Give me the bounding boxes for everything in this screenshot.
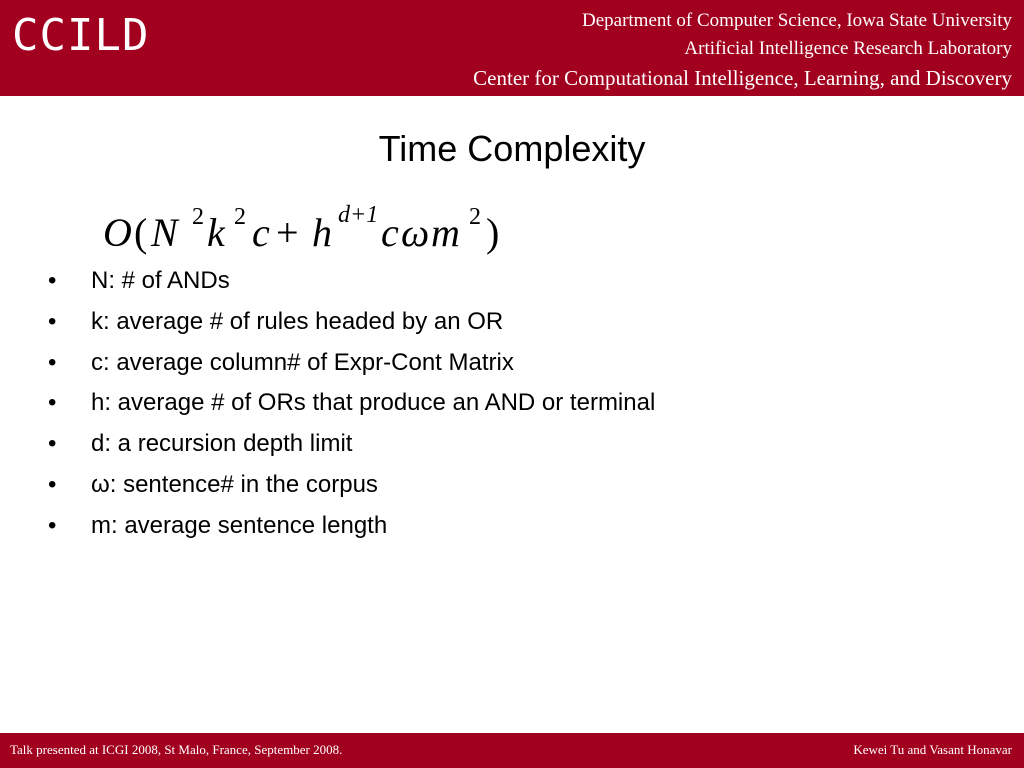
formula-c: c [252,210,270,255]
affiliation-line-1: Department of Computer Science, Iowa State University [581,10,1012,31]
formula-k: k [207,210,225,255]
list-item [48,344,655,385]
affiliation-line-2: Artificial Intelligence Research Laboratory [684,38,1012,59]
complexity-formula [0,196,1024,260]
formula-N-exponent: 2 [192,204,204,230]
footer-bar [0,733,1024,768]
formula-close-paren: ) [486,210,500,255]
slide-title: Time Complexity [378,128,646,169]
bullet-marker: • [48,430,57,458]
bullet-text: d: a recursion depth limit [91,430,353,458]
header-bar [0,0,1024,96]
bullet-marker: • [48,511,57,539]
bullet-marker: • [48,389,57,417]
bullet-text: h: average # of ORs that produce an AND or terminal [91,389,656,417]
formula-open-paren: ( [134,210,148,255]
bullet-text: N: # of ANDs [91,267,230,294]
bullet-text: k: average # of rules headed by an OR [91,307,504,335]
bullet-marker: • [48,307,57,335]
formula-h-exponent: d+1 [338,202,379,228]
bullet-marker: • [48,348,57,376]
formula-k-exponent: 2 [234,204,246,230]
formula-m-exponent: 2 [469,204,481,230]
formula-h: h [312,210,332,255]
footer-authors: Kewei Tu and Vasant Honavar [853,742,1012,757]
list-item [48,262,655,303]
list-item [48,384,655,425]
formula-N: N [151,210,178,255]
logo: CCILD [12,10,150,61]
list-item [48,466,655,507]
footer-venue: Talk presented at ICGI 2008, St Malo, France, September 2008. [10,742,343,757]
formula-plus: + [276,210,299,255]
bullet-marker: • [48,470,57,498]
list-item [48,425,655,466]
formula-c-second: c [381,210,399,255]
bullet-text: c: average column# of Expr-Cont Matrix [91,348,514,376]
affiliation-line-3: Center for Computational Intelligence, Learning, and Discovery [473,66,1012,90]
bullet-text: m: average sentence length [91,511,388,539]
affiliation-block [473,7,1012,93]
bullet-text: ω: sentence# in the corpus [91,470,378,498]
bullet-list [48,262,655,548]
formula-omega: ω [401,210,430,255]
formula-m: m [431,210,460,255]
list-item [48,507,655,548]
list-item [48,303,655,344]
formula-O: O [103,210,132,255]
bullet-marker: • [48,267,57,294]
